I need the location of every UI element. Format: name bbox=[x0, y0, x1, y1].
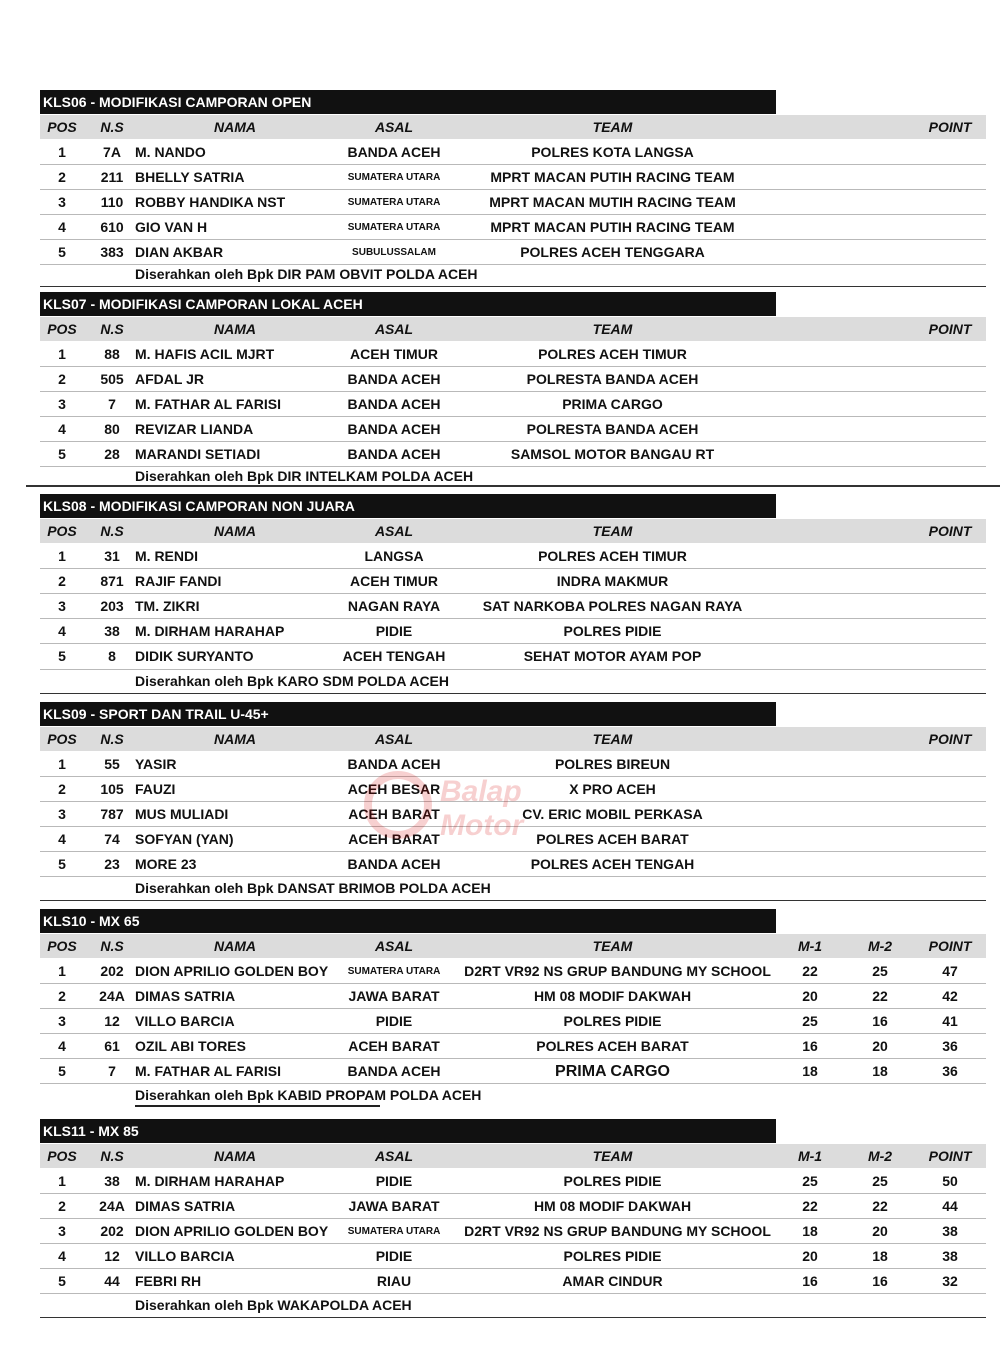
point-cell: 47 bbox=[942, 963, 958, 979]
team-cell: POLRES PIDIE bbox=[563, 1013, 662, 1029]
col-m2-header: M-2 bbox=[867, 938, 893, 954]
asal-cell: ACEH BARAT bbox=[348, 806, 440, 822]
asal-cell: BANDA ACEH bbox=[347, 421, 441, 437]
col-ns-header: N.S bbox=[100, 523, 124, 539]
team-cell: MPRT MACAN PUTIH RACING TEAM bbox=[490, 169, 735, 185]
asal-cell: JAWA BARAT bbox=[348, 988, 440, 1004]
asal-cell: PIDIE bbox=[375, 1173, 413, 1189]
team-cell: POLRES PIDIE bbox=[563, 1173, 662, 1189]
nama-cell: DIDIK SURYANTO bbox=[135, 648, 254, 664]
col-team-header: TEAM bbox=[592, 731, 633, 747]
section-divider bbox=[40, 1317, 986, 1318]
section-title: KLS09 - SPORT DAN TRAIL U-45+ bbox=[40, 702, 776, 726]
watermark-text-1: Balap bbox=[440, 775, 522, 808]
column-header-row bbox=[40, 1144, 986, 1168]
asal-cell: SUMATERA UTARA bbox=[347, 172, 441, 183]
point-cell: 38 bbox=[942, 1223, 958, 1239]
nama-cell: OZIL ABI TORES bbox=[135, 1038, 246, 1054]
section-title: KLS07 - MODIFIKASI CAMPORAN LOKAL ACEH bbox=[40, 292, 776, 316]
asal-cell: ACEH TIMUR bbox=[350, 346, 438, 362]
team-cell: POLRES ACEH BARAT bbox=[536, 1038, 689, 1054]
asal-cell: BANDA ACEH bbox=[347, 856, 441, 872]
asal-cell: PIDIE bbox=[375, 1248, 413, 1264]
team-cell: POLRES PIDIE bbox=[563, 623, 662, 639]
asal-cell: JAWA BARAT bbox=[348, 1198, 440, 1214]
m1-cell: 22 bbox=[802, 963, 818, 979]
table-row bbox=[40, 802, 986, 827]
col-pos-header: POS bbox=[47, 938, 77, 954]
col-team-header: TEAM bbox=[592, 938, 633, 954]
watermark-text-2: Motor bbox=[440, 809, 524, 842]
asal-cell: BANDA ACEH bbox=[347, 371, 441, 387]
pos-cell: 1 bbox=[58, 963, 66, 979]
pos-cell: 1 bbox=[58, 756, 66, 772]
asal-cell: BANDA ACEH bbox=[347, 144, 441, 160]
col-nama-header: NAMA bbox=[214, 523, 256, 539]
ns-cell: 203 bbox=[100, 598, 124, 614]
m1-cell: 22 bbox=[802, 1198, 818, 1214]
col-pos-header: POS bbox=[47, 119, 77, 135]
ns-cell: 23 bbox=[104, 856, 120, 872]
team-cell: HM 08 MODIF DAKWAH bbox=[533, 1198, 692, 1214]
presenter-note bbox=[40, 465, 986, 487]
nama-cell: GIO VAN H bbox=[135, 219, 208, 235]
pos-cell: 3 bbox=[58, 806, 66, 822]
asal-cell: BANDA ACEH bbox=[347, 446, 441, 462]
table-row bbox=[40, 569, 986, 594]
col-m1-header: M-1 bbox=[797, 1148, 823, 1164]
m1-cell: 16 bbox=[802, 1038, 818, 1054]
table-row bbox=[40, 417, 986, 442]
ns-cell: 110 bbox=[100, 194, 124, 210]
asal-cell: ACEH BESAR bbox=[347, 781, 441, 797]
pos-cell: 4 bbox=[58, 421, 66, 437]
point-cell: 36 bbox=[942, 1038, 958, 1054]
col-ns-header: N.S bbox=[100, 731, 124, 747]
team-cell: POLRES PIDIE bbox=[563, 1248, 662, 1264]
section-title: KLS06 - MODIFIKASI CAMPORAN OPEN bbox=[40, 90, 776, 114]
ns-cell: 24A bbox=[99, 1198, 125, 1214]
table-row bbox=[40, 392, 986, 417]
col-team-header: TEAM bbox=[592, 523, 633, 539]
table-row bbox=[40, 215, 986, 240]
col-ns-header: N.S bbox=[100, 321, 124, 337]
ns-cell: 28 bbox=[104, 446, 120, 462]
m2-cell: 18 bbox=[872, 1248, 888, 1264]
m1-cell: 18 bbox=[802, 1223, 818, 1239]
table-row bbox=[40, 1059, 986, 1084]
table-row bbox=[40, 1169, 986, 1194]
m2-cell: 16 bbox=[872, 1273, 888, 1289]
point-cell: 38 bbox=[942, 1248, 958, 1264]
ns-cell: 871 bbox=[100, 573, 124, 589]
team-cell: POLRES ACEH TENGGARA bbox=[520, 244, 705, 260]
col-point-header: POINT bbox=[928, 523, 972, 539]
asal-cell: ACEH TIMUR bbox=[350, 573, 438, 589]
pos-cell: 4 bbox=[58, 1038, 66, 1054]
asal-cell: SUMATERA UTARA bbox=[347, 197, 441, 208]
ns-cell: 12 bbox=[104, 1013, 120, 1029]
ns-cell: 61 bbox=[104, 1038, 120, 1054]
asal-cell: LANGSA bbox=[364, 548, 424, 564]
col-nama-header: NAMA bbox=[214, 321, 256, 337]
ns-cell: 202 bbox=[100, 1223, 124, 1239]
team-cell: INDRA MAKMUR bbox=[556, 573, 669, 589]
pos-cell: 5 bbox=[58, 1273, 66, 1289]
nama-cell: SOFYAN (YAN) bbox=[135, 831, 234, 847]
nama-cell: DION APRILIO GOLDEN BOY bbox=[135, 1223, 329, 1239]
m1-cell: 18 bbox=[802, 1063, 818, 1079]
table-row bbox=[40, 140, 986, 165]
m2-cell: 22 bbox=[872, 1198, 888, 1214]
nama-cell: M. FATHAR AL FARISI bbox=[135, 1063, 281, 1079]
nama-cell: DION APRILIO GOLDEN BOY bbox=[135, 963, 329, 979]
asal-cell: BANDA ACEH bbox=[347, 756, 441, 772]
pos-cell: 3 bbox=[58, 1013, 66, 1029]
ns-cell: 31 bbox=[104, 548, 120, 564]
m1-cell: 20 bbox=[802, 1248, 818, 1264]
team-cell: X PRO ACEH bbox=[569, 781, 656, 797]
col-pos-header: POS bbox=[47, 1148, 77, 1164]
team-cell: MPRT MACAN PUTIH RACING TEAM bbox=[490, 219, 735, 235]
nama-cell: MORE 23 bbox=[135, 856, 197, 872]
col-asal-header: ASAL bbox=[374, 1148, 414, 1164]
nama-cell: M. DIRHAM HARAHAP bbox=[135, 1173, 285, 1189]
pos-cell: 2 bbox=[58, 169, 66, 185]
col-nama-header: NAMA bbox=[214, 119, 256, 135]
nama-cell: ROBBY HANDIKA NST bbox=[135, 194, 286, 210]
ns-cell: 505 bbox=[100, 371, 124, 387]
presenter-note bbox=[40, 1084, 986, 1106]
asal-cell: ACEH TENGAH bbox=[342, 648, 446, 664]
col-asal-header: ASAL bbox=[374, 119, 414, 135]
table-row bbox=[40, 1194, 986, 1219]
col-point-header: POINT bbox=[928, 119, 972, 135]
ns-cell: 7 bbox=[108, 396, 116, 412]
asal-cell: RIAU bbox=[376, 1273, 412, 1289]
pos-cell: 2 bbox=[58, 573, 66, 589]
nama-cell: M. NANDO bbox=[135, 144, 206, 160]
col-nama-header: NAMA bbox=[214, 731, 256, 747]
m1-cell: 16 bbox=[802, 1273, 818, 1289]
nama-cell: M. FATHAR AL FARISI bbox=[135, 396, 281, 412]
presenter-text: Diserahkan oleh Bpk DIR PAM OBVIT POLDA ACEH bbox=[135, 266, 478, 282]
table-row bbox=[40, 852, 986, 877]
m2-cell: 20 bbox=[872, 1038, 888, 1054]
col-asal-header: ASAL bbox=[374, 938, 414, 954]
ns-cell: 787 bbox=[100, 806, 124, 822]
table-row bbox=[40, 1269, 986, 1294]
pos-cell: 2 bbox=[58, 988, 66, 1004]
col-pos-header: POS bbox=[47, 523, 77, 539]
team-cell: POLRES ACEH TIMUR bbox=[538, 548, 687, 564]
ns-cell: 7 bbox=[108, 1063, 116, 1079]
m1-cell: 25 bbox=[802, 1013, 818, 1029]
nama-cell: FAUZI bbox=[135, 781, 176, 797]
ns-cell: 74 bbox=[104, 831, 120, 847]
pos-cell: 1 bbox=[58, 144, 66, 160]
ns-cell: 7A bbox=[103, 144, 121, 160]
col-point-header: POINT bbox=[928, 321, 972, 337]
pos-cell: 4 bbox=[58, 1248, 66, 1264]
pos-cell: 5 bbox=[58, 244, 66, 260]
ns-cell: 38 bbox=[104, 623, 120, 639]
section-divider bbox=[26, 485, 1000, 487]
col-team-header: TEAM bbox=[592, 119, 633, 135]
nama-cell: M. DIRHAM HARAHAP bbox=[135, 623, 285, 639]
ns-cell: 8 bbox=[108, 648, 116, 664]
ns-cell: 38 bbox=[104, 1173, 120, 1189]
col-team-header: TEAM bbox=[592, 321, 633, 337]
ns-cell: 610 bbox=[100, 219, 124, 235]
table-row bbox=[40, 442, 986, 467]
presenter-text: Diserahkan oleh Bpk KABID PROPAM POLDA ACEH bbox=[135, 1087, 482, 1103]
point-cell: 44 bbox=[942, 1198, 958, 1214]
asal-cell: ACEH BARAT bbox=[348, 831, 440, 847]
nama-cell: DIAN AKBAR bbox=[135, 244, 224, 260]
pos-cell: 1 bbox=[58, 1173, 66, 1189]
pos-cell: 3 bbox=[58, 396, 66, 412]
presenter-note bbox=[40, 670, 986, 692]
table-row bbox=[40, 777, 986, 802]
nama-cell: BHELLY SATRIA bbox=[135, 169, 245, 185]
pos-cell: 4 bbox=[58, 623, 66, 639]
table-row bbox=[40, 959, 986, 984]
pos-cell: 5 bbox=[58, 446, 66, 462]
presenter-text: Diserahkan oleh Bpk DIR INTELKAM POLDA ACEH bbox=[135, 468, 474, 484]
section-divider bbox=[40, 286, 986, 287]
nama-cell: MUS MULIADI bbox=[135, 806, 229, 822]
table-row bbox=[40, 190, 986, 215]
m2-cell: 25 bbox=[872, 1173, 888, 1189]
team-cell: POLRES ACEH TIMUR bbox=[538, 346, 687, 362]
pos-cell: 1 bbox=[58, 548, 66, 564]
team-cell: SAT NARKOBA POLRES NAGAN RAYA bbox=[482, 598, 743, 614]
table-row bbox=[40, 619, 986, 644]
asal-cell: SUMATERA UTARA bbox=[347, 966, 441, 977]
table-row bbox=[40, 752, 986, 777]
m2-cell: 22 bbox=[872, 988, 888, 1004]
section-title: KLS11 - MX 85 bbox=[40, 1119, 776, 1143]
col-nama-header: NAMA bbox=[214, 938, 256, 954]
col-pos-header: POS bbox=[47, 321, 77, 337]
column-header-row bbox=[40, 317, 986, 341]
team-cell: POLRES BIREUN bbox=[554, 756, 671, 772]
ns-cell: 383 bbox=[100, 244, 124, 260]
table-row bbox=[40, 1009, 986, 1034]
presenter-note bbox=[40, 1294, 986, 1316]
col-ns-header: N.S bbox=[100, 1148, 124, 1164]
nama-cell: REVIZAR LIANDA bbox=[135, 421, 254, 437]
nama-cell: MARANDI SETIADI bbox=[135, 446, 261, 462]
col-asal-header: ASAL bbox=[374, 523, 414, 539]
team-cell: PRIMA CARGO bbox=[555, 1063, 670, 1080]
m1-cell: 25 bbox=[802, 1173, 818, 1189]
team-cell: D2RT VR92 NS GRUP BANDUNG MY SCHOOL bbox=[464, 1223, 771, 1239]
ns-cell: 211 bbox=[100, 169, 124, 185]
asal-cell: SUMATERA UTARA bbox=[347, 1226, 441, 1237]
col-asal-header: ASAL bbox=[374, 321, 414, 337]
table-row bbox=[40, 644, 986, 669]
point-cell: 36 bbox=[942, 1063, 958, 1079]
team-cell: POLRES KOTA LANGSA bbox=[531, 144, 694, 160]
point-cell: 41 bbox=[942, 1013, 958, 1029]
asal-cell: BANDA ACEH bbox=[347, 396, 441, 412]
asal-cell: SUMATERA UTARA bbox=[347, 222, 441, 233]
presenter-note bbox=[40, 263, 986, 285]
team-cell: SEHAT MOTOR AYAM POP bbox=[523, 648, 702, 664]
m2-cell: 20 bbox=[872, 1223, 888, 1239]
m2-cell: 16 bbox=[872, 1013, 888, 1029]
team-cell: SAMSOL MOTOR BANGAU RT bbox=[510, 446, 715, 462]
nama-cell: VILLO BARCIA bbox=[135, 1248, 235, 1264]
presenter-text: Diserahkan oleh Bpk WAKAPOLDA ACEH bbox=[135, 1297, 412, 1313]
point-cell: 32 bbox=[942, 1273, 958, 1289]
presenter-text: Diserahkan oleh Bpk DANSAT BRIMOB POLDA ACEH bbox=[135, 880, 491, 896]
table-row bbox=[40, 1034, 986, 1059]
nama-cell: DIMAS SATRIA bbox=[135, 1198, 236, 1214]
pos-cell: 3 bbox=[58, 598, 66, 614]
col-pos-header: POS bbox=[47, 731, 77, 747]
team-cell: MPRT MACAN MUTIH RACING TEAM bbox=[489, 194, 736, 210]
pos-cell: 5 bbox=[58, 648, 66, 664]
pos-cell: 2 bbox=[58, 781, 66, 797]
pos-cell: 2 bbox=[58, 371, 66, 387]
table-row bbox=[40, 827, 986, 852]
nama-cell: FEBRI RH bbox=[135, 1273, 202, 1289]
table-row bbox=[40, 240, 986, 265]
ns-cell: 105 bbox=[100, 781, 124, 797]
pos-cell: 2 bbox=[58, 1198, 66, 1214]
col-ns-header: N.S bbox=[100, 938, 124, 954]
team-cell: POLRESTA BANDA ACEH bbox=[526, 421, 699, 437]
col-point-header: POINT bbox=[928, 1148, 972, 1164]
team-cell: PRIMA CARGO bbox=[562, 396, 663, 412]
section-divider bbox=[40, 693, 986, 694]
section-title: KLS10 - MX 65 bbox=[40, 909, 776, 933]
pos-cell: 4 bbox=[58, 219, 66, 235]
pos-cell: 5 bbox=[58, 1063, 66, 1079]
pos-cell: 1 bbox=[58, 346, 66, 362]
section-divider bbox=[40, 900, 986, 901]
table-row bbox=[40, 1244, 986, 1269]
ns-cell: 24A bbox=[99, 988, 125, 1004]
nama-cell: TM. ZIKRI bbox=[135, 598, 200, 614]
asal-cell: NAGAN RAYA bbox=[347, 598, 441, 614]
team-cell: POLRES ACEH TENGAH bbox=[530, 856, 695, 872]
nama-cell: M. HAFIS ACIL MJRT bbox=[135, 346, 275, 362]
point-cell: 42 bbox=[942, 988, 958, 1004]
nama-cell: AFDAL JR bbox=[135, 371, 204, 387]
column-header-row bbox=[40, 519, 986, 543]
table-row bbox=[40, 165, 986, 190]
table-row bbox=[40, 367, 986, 392]
presenter-text: Diserahkan oleh Bpk KARO SDM POLDA ACEH bbox=[135, 673, 450, 689]
team-cell: D2RT VR92 NS GRUP BANDUNG MY SCHOOL bbox=[464, 963, 771, 979]
ns-cell: 202 bbox=[100, 963, 124, 979]
section-title: KLS08 - MODIFIKASI CAMPORAN NON JUARA bbox=[40, 494, 776, 518]
col-ns-header: N.S bbox=[100, 119, 124, 135]
team-cell: CV. ERIC MOBIL PERKASA bbox=[522, 806, 703, 822]
table-row bbox=[40, 1219, 986, 1244]
m2-cell: 25 bbox=[872, 963, 888, 979]
col-m2-header: M-2 bbox=[867, 1148, 893, 1164]
m2-cell: 18 bbox=[872, 1063, 888, 1079]
pos-cell: 4 bbox=[58, 831, 66, 847]
asal-cell: PIDIE bbox=[375, 1013, 413, 1029]
nama-cell: M. RENDI bbox=[135, 548, 198, 564]
presenter-note bbox=[40, 877, 986, 899]
col-m1-header: M-1 bbox=[797, 938, 823, 954]
ns-cell: 55 bbox=[104, 756, 120, 772]
asal-cell: SUBULUSSALAM bbox=[352, 247, 436, 258]
column-header-row bbox=[40, 115, 986, 139]
table-row bbox=[40, 342, 986, 367]
nama-cell: VILLO BARCIA bbox=[135, 1013, 235, 1029]
pos-cell: 3 bbox=[58, 194, 66, 210]
col-nama-header: NAMA bbox=[214, 1148, 256, 1164]
col-point-header: POINT bbox=[928, 938, 972, 954]
column-header-row bbox=[40, 727, 986, 751]
ns-cell: 88 bbox=[104, 346, 120, 362]
col-team-header: TEAM bbox=[592, 1148, 633, 1164]
table-row bbox=[40, 544, 986, 569]
table-row bbox=[40, 594, 986, 619]
team-cell: POLRESTA BANDA ACEH bbox=[526, 371, 699, 387]
nama-cell: DIMAS SATRIA bbox=[135, 988, 236, 1004]
asal-cell: ACEH BARAT bbox=[348, 1038, 440, 1054]
column-header-row bbox=[40, 934, 986, 958]
asal-cell: PIDIE bbox=[375, 623, 413, 639]
team-cell: AMAR CINDUR bbox=[562, 1273, 663, 1289]
point-cell: 50 bbox=[942, 1173, 958, 1189]
table-row bbox=[40, 984, 986, 1009]
asal-cell: BANDA ACEH bbox=[347, 1063, 441, 1079]
ns-cell: 12 bbox=[104, 1248, 120, 1264]
col-asal-header: ASAL bbox=[374, 731, 414, 747]
m1-cell: 20 bbox=[802, 988, 818, 1004]
ns-cell: 44 bbox=[104, 1273, 120, 1289]
col-point-header: POINT bbox=[928, 731, 972, 747]
pos-cell: 5 bbox=[58, 856, 66, 872]
team-cell: POLRES ACEH BARAT bbox=[536, 831, 689, 847]
nama-cell: YASIR bbox=[135, 756, 177, 772]
ns-cell: 80 bbox=[104, 421, 120, 437]
pos-cell: 3 bbox=[58, 1223, 66, 1239]
team-cell: HM 08 MODIF DAKWAH bbox=[533, 988, 692, 1004]
presenter-underline bbox=[135, 1105, 380, 1107]
nama-cell: RAJIF FANDI bbox=[135, 573, 222, 589]
